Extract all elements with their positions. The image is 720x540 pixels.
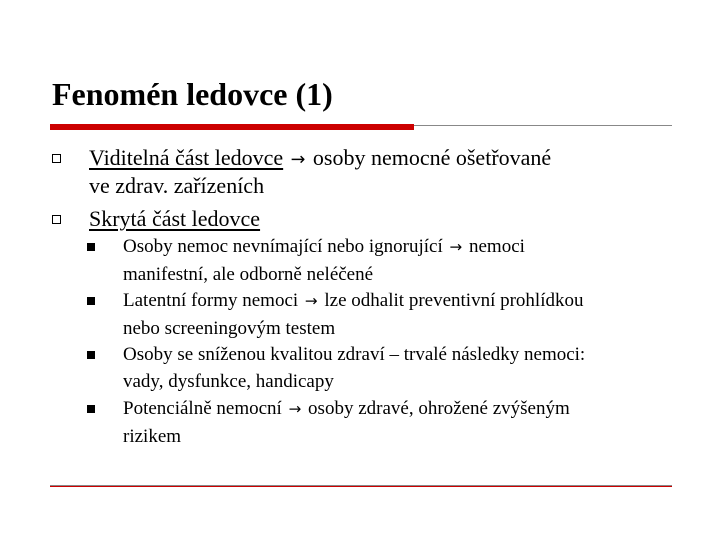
sub-bullet-text: osoby zdravé, ohrožené zvýšeným bbox=[308, 398, 570, 419]
sub-bullet-text: lze odhalit preventivní prohlídkou bbox=[324, 290, 584, 311]
visible-part-desc-line1: osoby nemocné ošetřované bbox=[312, 145, 552, 170]
sub-bullet-item bbox=[123, 287, 683, 342]
hollow-square-bullet-icon bbox=[52, 215, 61, 224]
filled-square-bullet-icon bbox=[87, 243, 95, 251]
visible-part-desc-line2: ve zdrav. zařízeních bbox=[89, 173, 265, 198]
bullet-hidden-part bbox=[89, 206, 689, 232]
right-arrow-icon: → bbox=[290, 150, 306, 170]
sub-bullet-item bbox=[123, 341, 683, 395]
sub-bullet-text: Potenciálně nemocní bbox=[123, 398, 282, 419]
sub-bullet-text: Latentní formy nemoci bbox=[123, 290, 299, 311]
sub-bullet-text: manifestní, ale odborně neléčené bbox=[123, 264, 374, 285]
title-accent-bar bbox=[50, 124, 414, 130]
sub-bullet-text: rizikem bbox=[123, 426, 182, 447]
filled-square-bullet-icon bbox=[87, 405, 95, 413]
sub-bullet-text: Osoby nemoc nevnímající nebo ignorující bbox=[123, 236, 443, 257]
bullet-visible-part bbox=[89, 145, 689, 199]
filled-square-bullet-icon bbox=[87, 351, 95, 359]
right-arrow-icon: → bbox=[288, 400, 302, 418]
hidden-part-label: Skrytá část ledovce bbox=[89, 206, 261, 231]
footer-accent-line bbox=[50, 486, 672, 487]
sub-bullet-item bbox=[123, 395, 683, 450]
right-arrow-icon: → bbox=[304, 292, 318, 310]
sub-bullet-text: nebo screeningovým testem bbox=[123, 318, 336, 339]
filled-square-bullet-icon bbox=[87, 297, 95, 305]
sub-bullet-text: Osoby se sníženou kvalitou zdraví – trvalé následky nemoci: bbox=[123, 344, 586, 365]
sub-bullet-item bbox=[123, 233, 683, 288]
visible-part-label: Viditelná část ledovce bbox=[89, 145, 284, 170]
sub-bullet-text: nemoci bbox=[469, 236, 525, 257]
sub-bullet-text: vady, dysfunkce, handicapy bbox=[123, 371, 334, 392]
hollow-square-bullet-icon bbox=[52, 154, 61, 163]
slide-title: Fenomén ledovce (1) bbox=[52, 76, 333, 112]
right-arrow-icon: → bbox=[449, 238, 463, 256]
